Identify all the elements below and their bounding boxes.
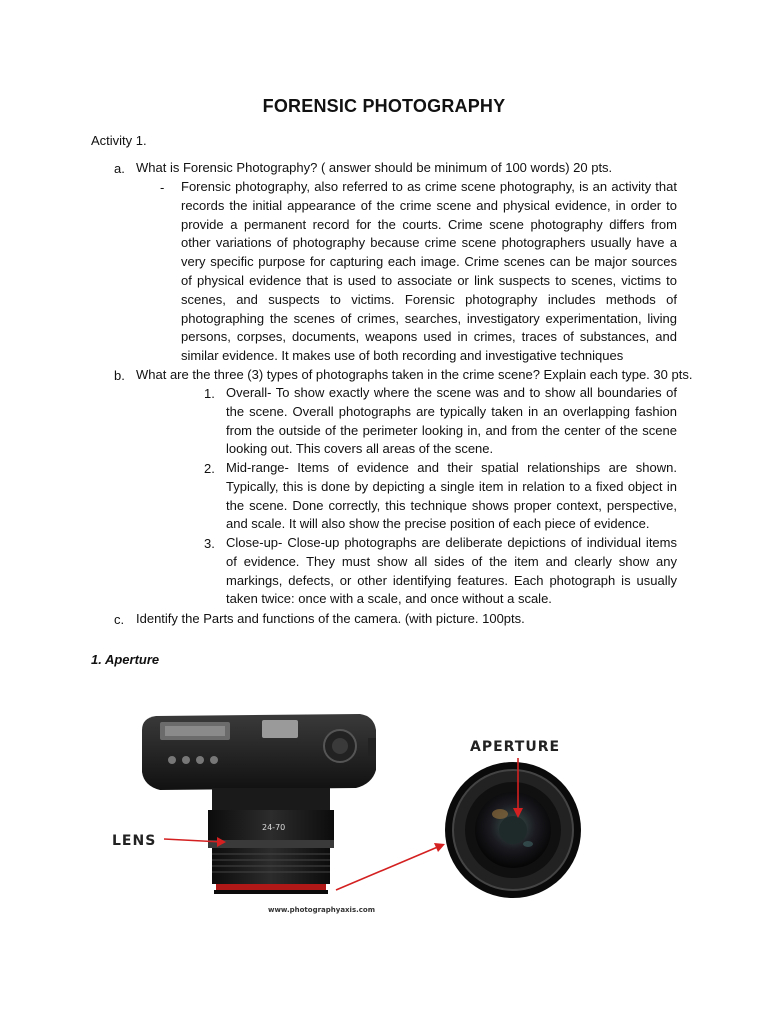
- aperture-label: APERTURE: [470, 739, 561, 755]
- answer-a-dash: -: [160, 180, 165, 195]
- activity-heading: Activity 1.: [91, 133, 147, 148]
- type-1-overall: Overall- To show exactly where the scene was and to show all boundaries of the scene. Overall photographs are typically taken in an overlapping fashion from the outside of the perimeter looking in, and from the center of the scene looking out. This covers all areas of the scene.: [226, 385, 677, 457]
- camera-body: [142, 714, 376, 790]
- lens-label: LENS: [112, 833, 157, 849]
- question-b-text: What are the three (3) types of photographs taken in the crime scene? Explain each type. 30 pts.: [136, 367, 693, 382]
- type-3-marker: 3.: [204, 536, 215, 551]
- answer-a-paragraph: Forensic photography, also referred to as crime scene photography, is an activity that records the initial appearance of the crime scene and physical evidence, in order to provide a permanent record for the courts. Crime scene photography differs from other variations of photography because crime scene photographers usually have a very specific purpose for capturing each image. Crime scenes can be major sources of physical evidence that is used to associate or link suspects to scenes, victims to scenes, and suspects to victims. Forensic photography includes methods of photographing the scenes of crimes, searches, investigatory experimentation, living persons, corpses, documents, weapons used in crimes, traces of substances, and similar evidence. It makes use of both recording and investigative techniques: [181, 179, 677, 364]
- type-2-mid-range: Mid-range- Items of evidence and their spatial relationships are shown. Typically, this is done by depicting a single item in relation to a fixed object in the scene. Done correctly, this technique shows proper context, perspective, and scale. It will also show the precise position of each piece of evidence.: [226, 460, 677, 532]
- question-a-marker: a.: [114, 161, 125, 176]
- section-heading-aperture: 1. Aperture: [91, 652, 160, 667]
- question-c-marker: c.: [114, 612, 125, 627]
- question-a-text: What is Forensic Photography? ( answer should be minimum of 100 words) 20 pts.: [136, 160, 613, 175]
- type-3-close-up: Close-up- Close-up photographs are deliberate depictions of individual items of evidence. They must show all sides of the item and clearly show any markings, defects, or other identifying features. Each photograph is usually taken twice: once with a scale, and once without a scale.: [226, 535, 677, 607]
- lens-ring-text: 24-70: [262, 823, 286, 832]
- type-2-marker: 2.: [204, 461, 215, 476]
- camera-illustration: [0, 700, 768, 930]
- question-b-marker: b.: [114, 368, 125, 383]
- figure-credit: www.photographyaxis.com: [268, 906, 376, 914]
- page-title: FORENSIC PHOTOGRAPHY: [262, 96, 506, 116]
- question-c-text: Identify the Parts and functions of the camera. (with picture. 100pts.: [136, 611, 525, 626]
- lens-front-view: [445, 762, 581, 898]
- camera-figure: [0, 700, 768, 930]
- type-1-marker: 1.: [204, 386, 215, 401]
- lens-barrel: [208, 788, 334, 894]
